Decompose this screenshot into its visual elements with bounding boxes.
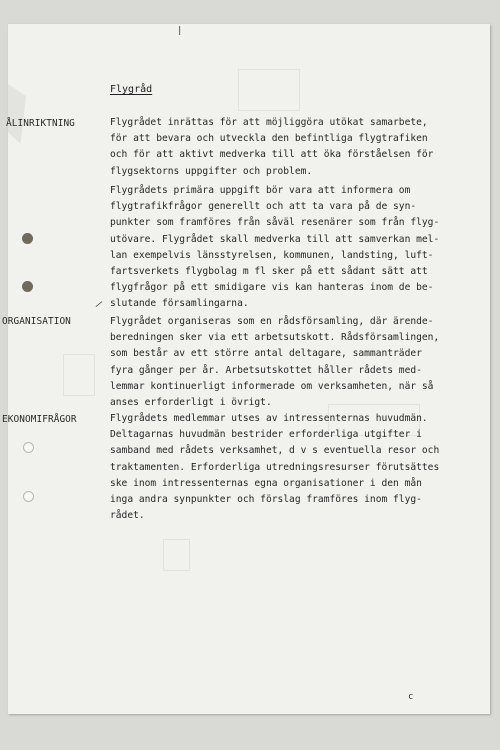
text-line: utövare. Flygrådet skall medverka till att samverkan mel- xyxy=(110,233,440,245)
text-line: flygtrafikfrågor generellt och att ta vara på de syn- xyxy=(110,201,417,213)
paragraph-organisation xyxy=(110,314,460,411)
text-line: som består av ett större antal deltagare, sammanträder xyxy=(110,348,422,360)
show-through-mark xyxy=(238,69,300,111)
pen-mark: c xyxy=(408,692,414,702)
punch-hole xyxy=(22,233,33,244)
text-line: fartsverkets flygbolag m fl sker på ett sådant sätt att xyxy=(110,265,428,277)
punch-hole xyxy=(23,491,34,502)
text-line: punkter som framföres från såväl resenärer som från flyg- xyxy=(110,217,440,229)
paragraph-ålinriktning xyxy=(110,115,460,180)
pen-mark: / xyxy=(94,299,104,311)
text-line: rådet. xyxy=(110,510,145,522)
text-line: Flygrådets primära uppgift bör vara att informera om xyxy=(110,185,411,196)
text-line: Flygrådet organiseras som en rådsförsamling, där ärende- xyxy=(110,316,434,327)
section-label-organisation: ORGANISATION xyxy=(2,316,71,327)
text-line: beredningen sker via ett arbetsutskott. Rådsförsamlingen, xyxy=(110,332,440,344)
show-through-mark xyxy=(163,539,190,571)
text-line: och för att aktivt medverka till att öka förståelsen för xyxy=(110,149,434,161)
punch-hole xyxy=(22,281,33,292)
section-label-ekonomifragor: EKONOMIFRÅGOR xyxy=(2,414,77,425)
text-line: lan exempelvis länsstyrelsen, kommunen, landsting, luft- xyxy=(110,249,434,261)
pen-mark: | xyxy=(177,26,183,36)
text-line: fyra gånger per år. Arbetsutskottet håller rådets med- xyxy=(110,364,422,376)
section-label-ålinriktning: ÅLINRIKTNING xyxy=(6,118,75,129)
text-line: ske inom intressenternas egna organisationer i den mån xyxy=(110,477,422,489)
paragraph-uppgift xyxy=(110,183,460,313)
text-line: slutande församlingarna. xyxy=(110,298,249,310)
text-line: traktamenten. Erforderliga utredningsresurser förutsättes xyxy=(110,461,440,473)
paragraph-ekonomifragor xyxy=(110,411,460,524)
text-line: lemmar kontinuerligt informerade om verksamheten, när så xyxy=(110,380,434,392)
punch-hole xyxy=(23,442,34,453)
text-line: anses erforderligt i övrigt. xyxy=(110,396,272,408)
document-title: Flygråd xyxy=(110,84,153,95)
torn-corner xyxy=(8,84,26,144)
text-line: Flygrådets medlemmar utses av intressenternas huvudmän. xyxy=(110,413,428,424)
text-line: Deltagarnas huvudmän bestrider erforderliga utgifter i xyxy=(110,429,422,441)
text-line: flygsektorns uppgifter och problem. xyxy=(110,165,313,177)
text-line: för att bevara och utveckla den befintliga flygtrafiken xyxy=(110,133,428,145)
text-line: inga andra synpunkter och förslag framföres inom flyg- xyxy=(110,493,422,505)
text-line: flygfrågor på ett smidigare vis kan hanteras inom de be- xyxy=(110,282,434,294)
text-line: Flygrådet inrättas för att möjliggöra utökat samarbete, xyxy=(110,117,428,128)
text-line: samband med rådets verksamhet, d v s eventuella resor och xyxy=(110,445,440,457)
show-through-mark xyxy=(63,354,95,396)
